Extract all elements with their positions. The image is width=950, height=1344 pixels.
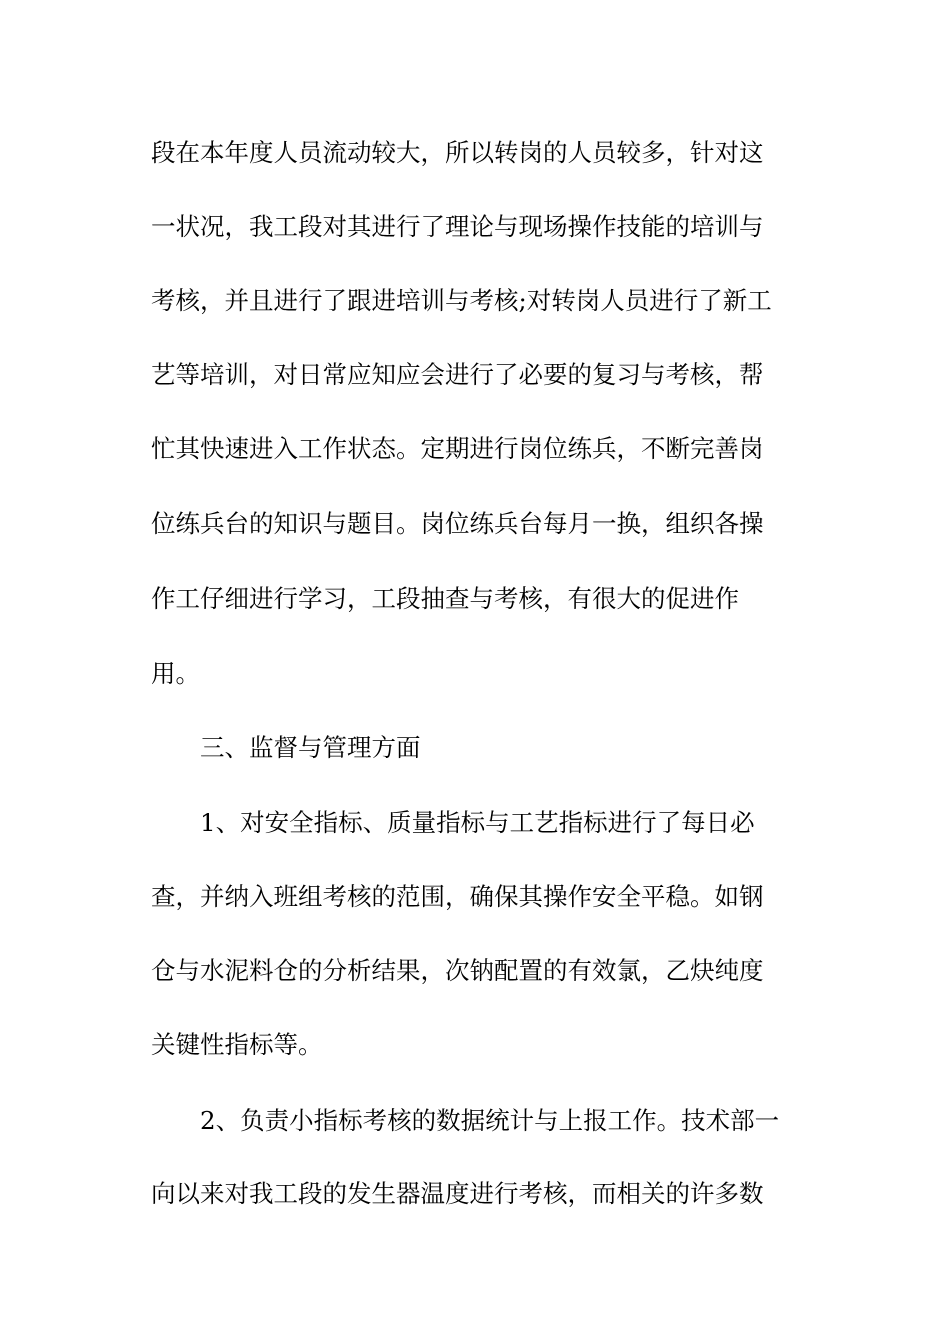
paragraph-line: 考核，并且进行了跟进培训与考核;对转岗人员进行了新工 — [151, 286, 772, 315]
paragraph-line: 查，并纳入班组考核的范围，确保其操作安全平稳。如钢 — [151, 882, 764, 911]
paragraph-line: 一状况，我工段对其进行了理论与现场操作技能的培训与 — [151, 212, 764, 241]
paragraph-line: 忙其快速进入工作状态。定期进行岗位练兵，不断完善岗 — [151, 434, 764, 463]
paragraph-line: 段在本年度人员流动较大，所以转岗的人员较多，针对这 — [151, 138, 764, 167]
paragraph-line: 位练兵台的知识与题目。岗位练兵台每月一换，组织各操 — [151, 509, 764, 538]
paragraph-line: 艺等培训，对日常应知应会进行了必要的复习与考核，帮 — [151, 360, 764, 389]
paragraph-line: 仓与水泥料仓的分析结果，次钠配置的有效氯，乙炔纯度 — [151, 956, 764, 985]
paragraph-line: 用。 — [151, 659, 200, 688]
paragraph-line: 2、负责小指标考核的数据统计与上报工作。技术部一 — [200, 1106, 780, 1135]
paragraph-line: 1、对安全指标、质量指标与工艺指标进行了每日必 — [200, 808, 755, 837]
paragraph-line: 关键性指标等。 — [151, 1030, 323, 1059]
paragraph-line: 向以来对我工段的发生器温度进行考核，而相关的许多数 — [151, 1179, 764, 1208]
paragraph-line: 作工仔细进行学习，工段抽查与考核，有很大的促进作 — [151, 584, 739, 613]
section-heading: 三、监督与管理方面 — [200, 733, 421, 762]
